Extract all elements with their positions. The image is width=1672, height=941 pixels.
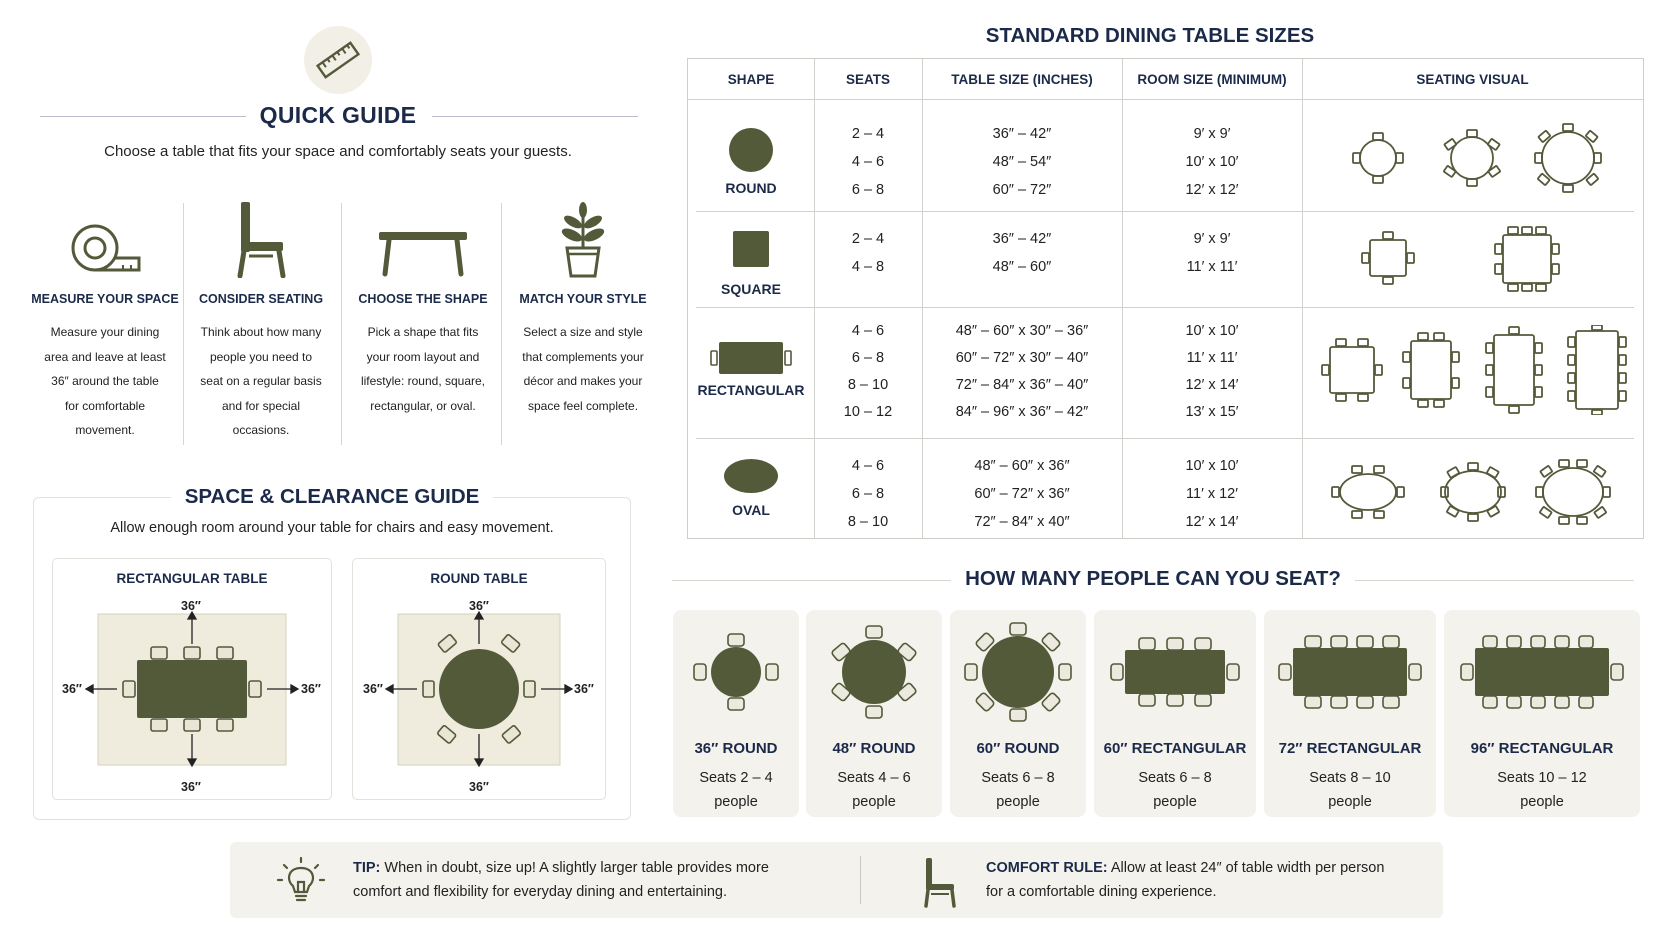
table-size-card xyxy=(806,610,942,817)
quick-guide-step xyxy=(29,196,181,443)
square-seating-visual xyxy=(1358,223,1578,293)
round-clearance-card xyxy=(352,558,606,800)
card-title: ROUND TABLE xyxy=(430,571,528,586)
seats-cell: 4 – 6 6 – 8 8 – 10 xyxy=(847,458,889,530)
standard-sizes-table xyxy=(687,58,1644,539)
seats-cell: 2 – 4 4 – 8 xyxy=(851,231,885,275)
step-title: CHOOSE THE SHAPE xyxy=(358,292,488,306)
round-table-illustration xyxy=(686,622,786,722)
round-table-illustration xyxy=(819,622,929,722)
table-size-card xyxy=(1444,610,1640,817)
step-text: décor and makes your xyxy=(523,374,643,388)
lightbulb-icon xyxy=(276,856,326,906)
column-header: SEATING VISUAL xyxy=(1416,71,1529,87)
card-name: 60″ ROUND xyxy=(976,740,1060,757)
room-size-cell: 9′ x 9′ 10′ x 10′ 12′ x 12′ xyxy=(1185,126,1239,198)
step-text: seat on a regular basis xyxy=(200,374,322,388)
step-text: your room layout and xyxy=(366,349,480,364)
table-size-card xyxy=(950,610,1086,817)
column-header: ROOM SIZE (MINIMUM) xyxy=(1137,71,1287,87)
card-name: 48″ ROUND xyxy=(832,740,916,757)
step-text: area and leave at least xyxy=(44,349,166,364)
tips-bar xyxy=(230,842,1443,918)
card-name: 36″ ROUND xyxy=(694,740,778,757)
quick-guide-step xyxy=(347,196,499,418)
table-size-cell: 36″ – 42″ 48″ – 60″ xyxy=(992,231,1052,275)
rectangular-table-illustration xyxy=(1275,622,1425,722)
seats-cell: 4 – 6 6 – 8 8 – 10 10 – 12 xyxy=(843,323,893,420)
card-seats: Seats 4 – 6 xyxy=(837,770,911,786)
step-text: occasions. xyxy=(232,423,290,437)
round-seating-visual xyxy=(1348,123,1603,193)
card-seats: Seats 8 – 10 xyxy=(1309,770,1391,786)
round-shape-icon xyxy=(728,127,774,173)
divider xyxy=(183,203,184,445)
card-unit: people xyxy=(1328,793,1372,810)
rectangular-clearance-diagram xyxy=(53,559,331,799)
table-size-cell: 48″ – 60″ x 36″ 60″ – 72″ x 36″ 72″ – 84″ x 40″ xyxy=(974,458,1070,530)
column-header: SHAPE xyxy=(727,71,775,87)
clearance-right-label: 36″ xyxy=(574,682,594,696)
card-unit: people xyxy=(852,793,896,810)
step-text: movement. xyxy=(75,423,135,437)
step-text: Measure your dining xyxy=(50,325,160,339)
quick-guide-badge xyxy=(304,26,372,94)
divider xyxy=(696,438,1634,439)
round-table-illustration xyxy=(963,622,1073,722)
standard-sizes-title: STANDARD DINING TABLE SIZES xyxy=(985,24,1315,47)
divider xyxy=(341,203,342,445)
divider xyxy=(860,856,861,904)
step-title: MATCH YOUR STYLE xyxy=(519,292,647,306)
ruler-icon xyxy=(304,26,372,94)
room-size-cell: 10′ x 10′ 11′ x 11′ 12′ x 14′ 13′ x 15′ xyxy=(1185,323,1239,420)
shape-label: OVAL xyxy=(732,502,770,518)
oval-shape-icon xyxy=(723,458,779,494)
rectangular-table-illustration xyxy=(1105,622,1245,722)
round-clearance-diagram xyxy=(353,559,605,799)
clearance-right-label: 36″ xyxy=(301,682,321,696)
quick-guide-step xyxy=(507,196,659,418)
step-text: Pick a shape that fits xyxy=(367,325,479,339)
step-text: and for special xyxy=(221,398,301,413)
card-seats: Seats 6 – 8 xyxy=(981,770,1055,786)
rectangular-shape-icon xyxy=(710,339,792,377)
rectangular-table-illustration xyxy=(1457,622,1627,722)
card-unit: people xyxy=(1520,793,1564,810)
card-seats: Seats 2 – 4 xyxy=(699,770,773,786)
table-size-card xyxy=(1264,610,1436,817)
step-text: that complements your xyxy=(522,349,644,364)
clearance-bottom-label: 36″ xyxy=(181,780,201,794)
divider xyxy=(501,203,502,445)
chair-icon xyxy=(920,856,960,908)
card-title: RECTANGULAR TABLE xyxy=(116,571,268,586)
table-size-card xyxy=(1094,610,1256,817)
oval-seating-visual xyxy=(1328,457,1618,527)
clearance-top-label: 36″ xyxy=(469,599,489,613)
clearance-top-label: 36″ xyxy=(181,599,201,613)
card-name: 96″ RECTANGULAR xyxy=(1470,740,1614,757)
clearance-title: SPACE & CLEARANCE GUIDE xyxy=(171,485,494,508)
quick-guide-step xyxy=(185,196,337,443)
card-seats: Seats 6 – 8 xyxy=(1138,770,1212,786)
clearance-left-label: 36″ xyxy=(363,682,383,696)
chair-icon xyxy=(231,198,291,278)
card-unit: people xyxy=(714,793,758,810)
card-name: 60″ RECTANGULAR xyxy=(1103,740,1247,757)
card-name: 72″ RECTANGULAR xyxy=(1278,740,1422,757)
comfort-rule-text: COMFORT RULE: Allow at least 24″ of table width per person for a comfortable dining experience. xyxy=(986,860,1385,900)
step-text: space feel complete. xyxy=(527,398,639,413)
divider xyxy=(696,211,1634,212)
square-shape-icon xyxy=(732,230,770,268)
room-size-cell: 9′ x 9′ 11′ x 11′ xyxy=(1186,231,1238,275)
step-text: Think about how many xyxy=(200,325,322,339)
quick-guide-subtitle: Choose a table that fits your space and comfortably seats your guests. xyxy=(104,143,572,160)
table-size-card xyxy=(673,610,799,817)
step-text: lifestyle: round, square, xyxy=(360,374,486,388)
seats-cell: 2 – 4 4 – 6 6 – 8 xyxy=(851,126,885,198)
column-header: SEATS xyxy=(845,71,890,87)
step-text: rectangular, or oval. xyxy=(370,398,476,413)
step-title: MEASURE YOUR SPACE xyxy=(31,292,179,306)
shape-label: SQUARE xyxy=(721,281,781,297)
clearance-left-label: 36″ xyxy=(62,682,82,696)
step-text: 36″ around the table xyxy=(51,374,159,388)
divider xyxy=(1302,59,1303,538)
card-unit: people xyxy=(1153,793,1197,810)
shape-label: ROUND xyxy=(725,180,777,196)
plant-icon xyxy=(558,202,608,278)
rectangular-seating-visual xyxy=(1318,325,1628,415)
divider xyxy=(688,99,1643,100)
step-title: CONSIDER SEATING xyxy=(198,292,324,306)
shape-label: RECTANGULAR xyxy=(697,382,805,398)
table-size-cell: 36″ – 42″ 48″ – 54″ 60″ – 72″ xyxy=(992,126,1052,198)
table-icon xyxy=(377,228,469,278)
tip-text: TIP: When in doubt, size up! A slightly larger table provides more comfort and flexibility for everyday dining and entertaining. xyxy=(353,860,769,900)
card-seats: Seats 10 – 12 xyxy=(1497,770,1587,786)
table-size-cell: 48″ – 60″ x 30″ – 36″ 60″ – 72″ x 30″ – 40″ 72″ – 84″ x 36″ – 40″ 84″ – 96″ x 36″ – 42″ xyxy=(955,323,1089,420)
divider xyxy=(696,307,1634,308)
step-text: for comfortable xyxy=(64,398,146,413)
quick-guide-title: QUICK GUIDE xyxy=(259,102,417,128)
step-text: people you need to xyxy=(209,349,313,364)
clearance-bottom-label: 36″ xyxy=(469,780,489,794)
how-many-title: HOW MANY PEOPLE CAN YOU SEAT? xyxy=(951,567,1355,590)
room-size-cell: 10′ x 10′ 11′ x 12′ 12′ x 14′ xyxy=(1185,458,1239,530)
column-header: TABLE SIZE (INCHES) xyxy=(951,71,1093,87)
tape-measure-icon xyxy=(65,218,145,278)
clearance-subtitle: Allow enough room around your table for chairs and easy movement. xyxy=(110,520,554,536)
step-text: Select a size and style xyxy=(523,325,643,339)
card-unit: people xyxy=(996,793,1040,810)
rectangular-clearance-card xyxy=(52,558,332,800)
